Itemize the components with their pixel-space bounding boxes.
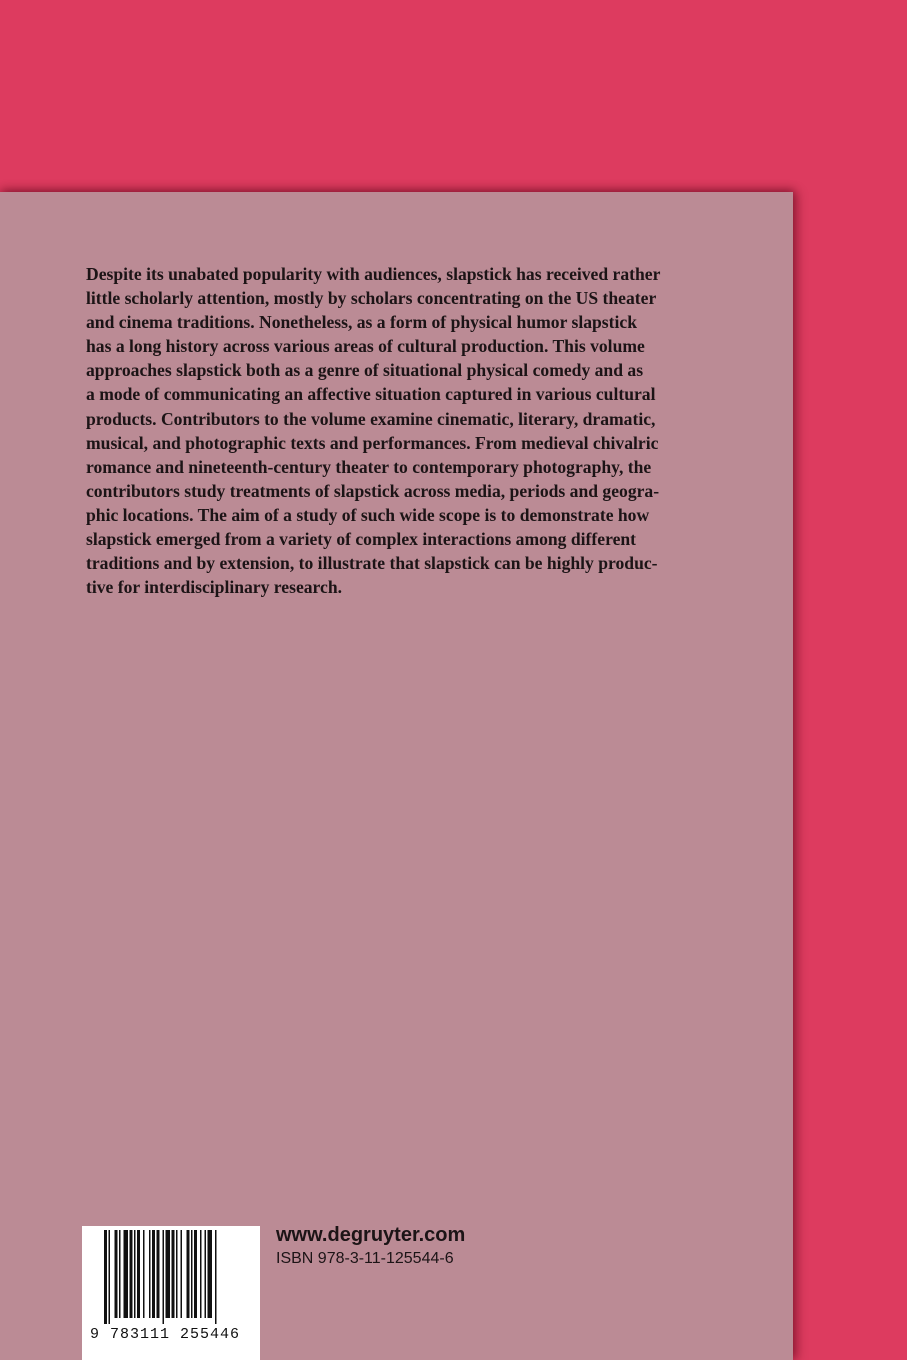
barcode-bar [176, 1230, 178, 1318]
barcode-bar [115, 1230, 118, 1318]
barcode-bar [109, 1230, 111, 1324]
barcode-digits: 9 783111 255446 [90, 1326, 241, 1343]
barcode-bars [104, 1230, 246, 1324]
blurb-line: traditions and by extension, to illustrate that slapstick can be highly produc- [86, 553, 658, 574]
blurb-line: approaches slapstick both as a genre of situational physical comedy and as [86, 360, 644, 381]
barcode [82, 1226, 260, 1360]
blurb-line: contributors study treatments of slapstick across media, periods and geogra- [86, 480, 660, 501]
barcode-bar [194, 1230, 197, 1318]
barcode-bar [181, 1230, 183, 1318]
barcode-bar [205, 1230, 207, 1318]
barcode-bar [215, 1230, 217, 1324]
isbn-number: ISBN 978-3-11-125544-6 [276, 1250, 454, 1267]
blurb-line: little scholarly attention, mostly by scholars concentrating on the US theater [86, 288, 657, 309]
blurb-line: products. Contributors to the volume examine cinematic, literary, dramatic, [86, 408, 656, 429]
blurb-line: tive for interdisciplinary research. [86, 577, 343, 598]
blurb-line: slapstick emerged from a variety of complex interactions among different [86, 529, 637, 550]
barcode-bar [208, 1230, 213, 1318]
barcode-bar [166, 1230, 171, 1318]
barcode-bar [191, 1230, 193, 1318]
barcode-bar [124, 1230, 129, 1318]
blurb-line: musical, and photographic texts and performances. From medieval chivalric [86, 432, 659, 453]
publisher-website: www.degruyter.com [276, 1224, 466, 1246]
barcode-bar [119, 1230, 121, 1318]
barcode-bar [104, 1230, 107, 1324]
barcode-bar [143, 1230, 145, 1318]
blurb-line: romance and nineteenth-century theater to contemporary photography, the [86, 456, 652, 477]
barcode-bar [130, 1230, 133, 1318]
blurb-line: Despite its unabated popularity with audiences, slapstick has received rather [86, 264, 661, 284]
barcode-bar [187, 1230, 190, 1318]
blurb-text [86, 262, 726, 599]
barcode-bar [172, 1230, 175, 1318]
blurb-line: phic locations. The aim of a study of such wide scope is to demonstrate how [86, 504, 650, 525]
blurb-line: has a long history across various areas of cultural production. This volume [86, 336, 645, 357]
blurb-line: a mode of communicating an affective situation captured in various cultural [86, 384, 656, 405]
barcode-bar [149, 1230, 151, 1318]
barcode-bar [152, 1230, 155, 1318]
blurb-line: and cinema traditions. Nonetheless, as a form of physical humor slapstick [86, 312, 637, 333]
barcode-bar [157, 1230, 160, 1318]
barcode-bar [134, 1230, 136, 1318]
barcode-bar [137, 1230, 140, 1318]
barcode-bar [200, 1230, 202, 1318]
barcode-bar [163, 1230, 165, 1324]
